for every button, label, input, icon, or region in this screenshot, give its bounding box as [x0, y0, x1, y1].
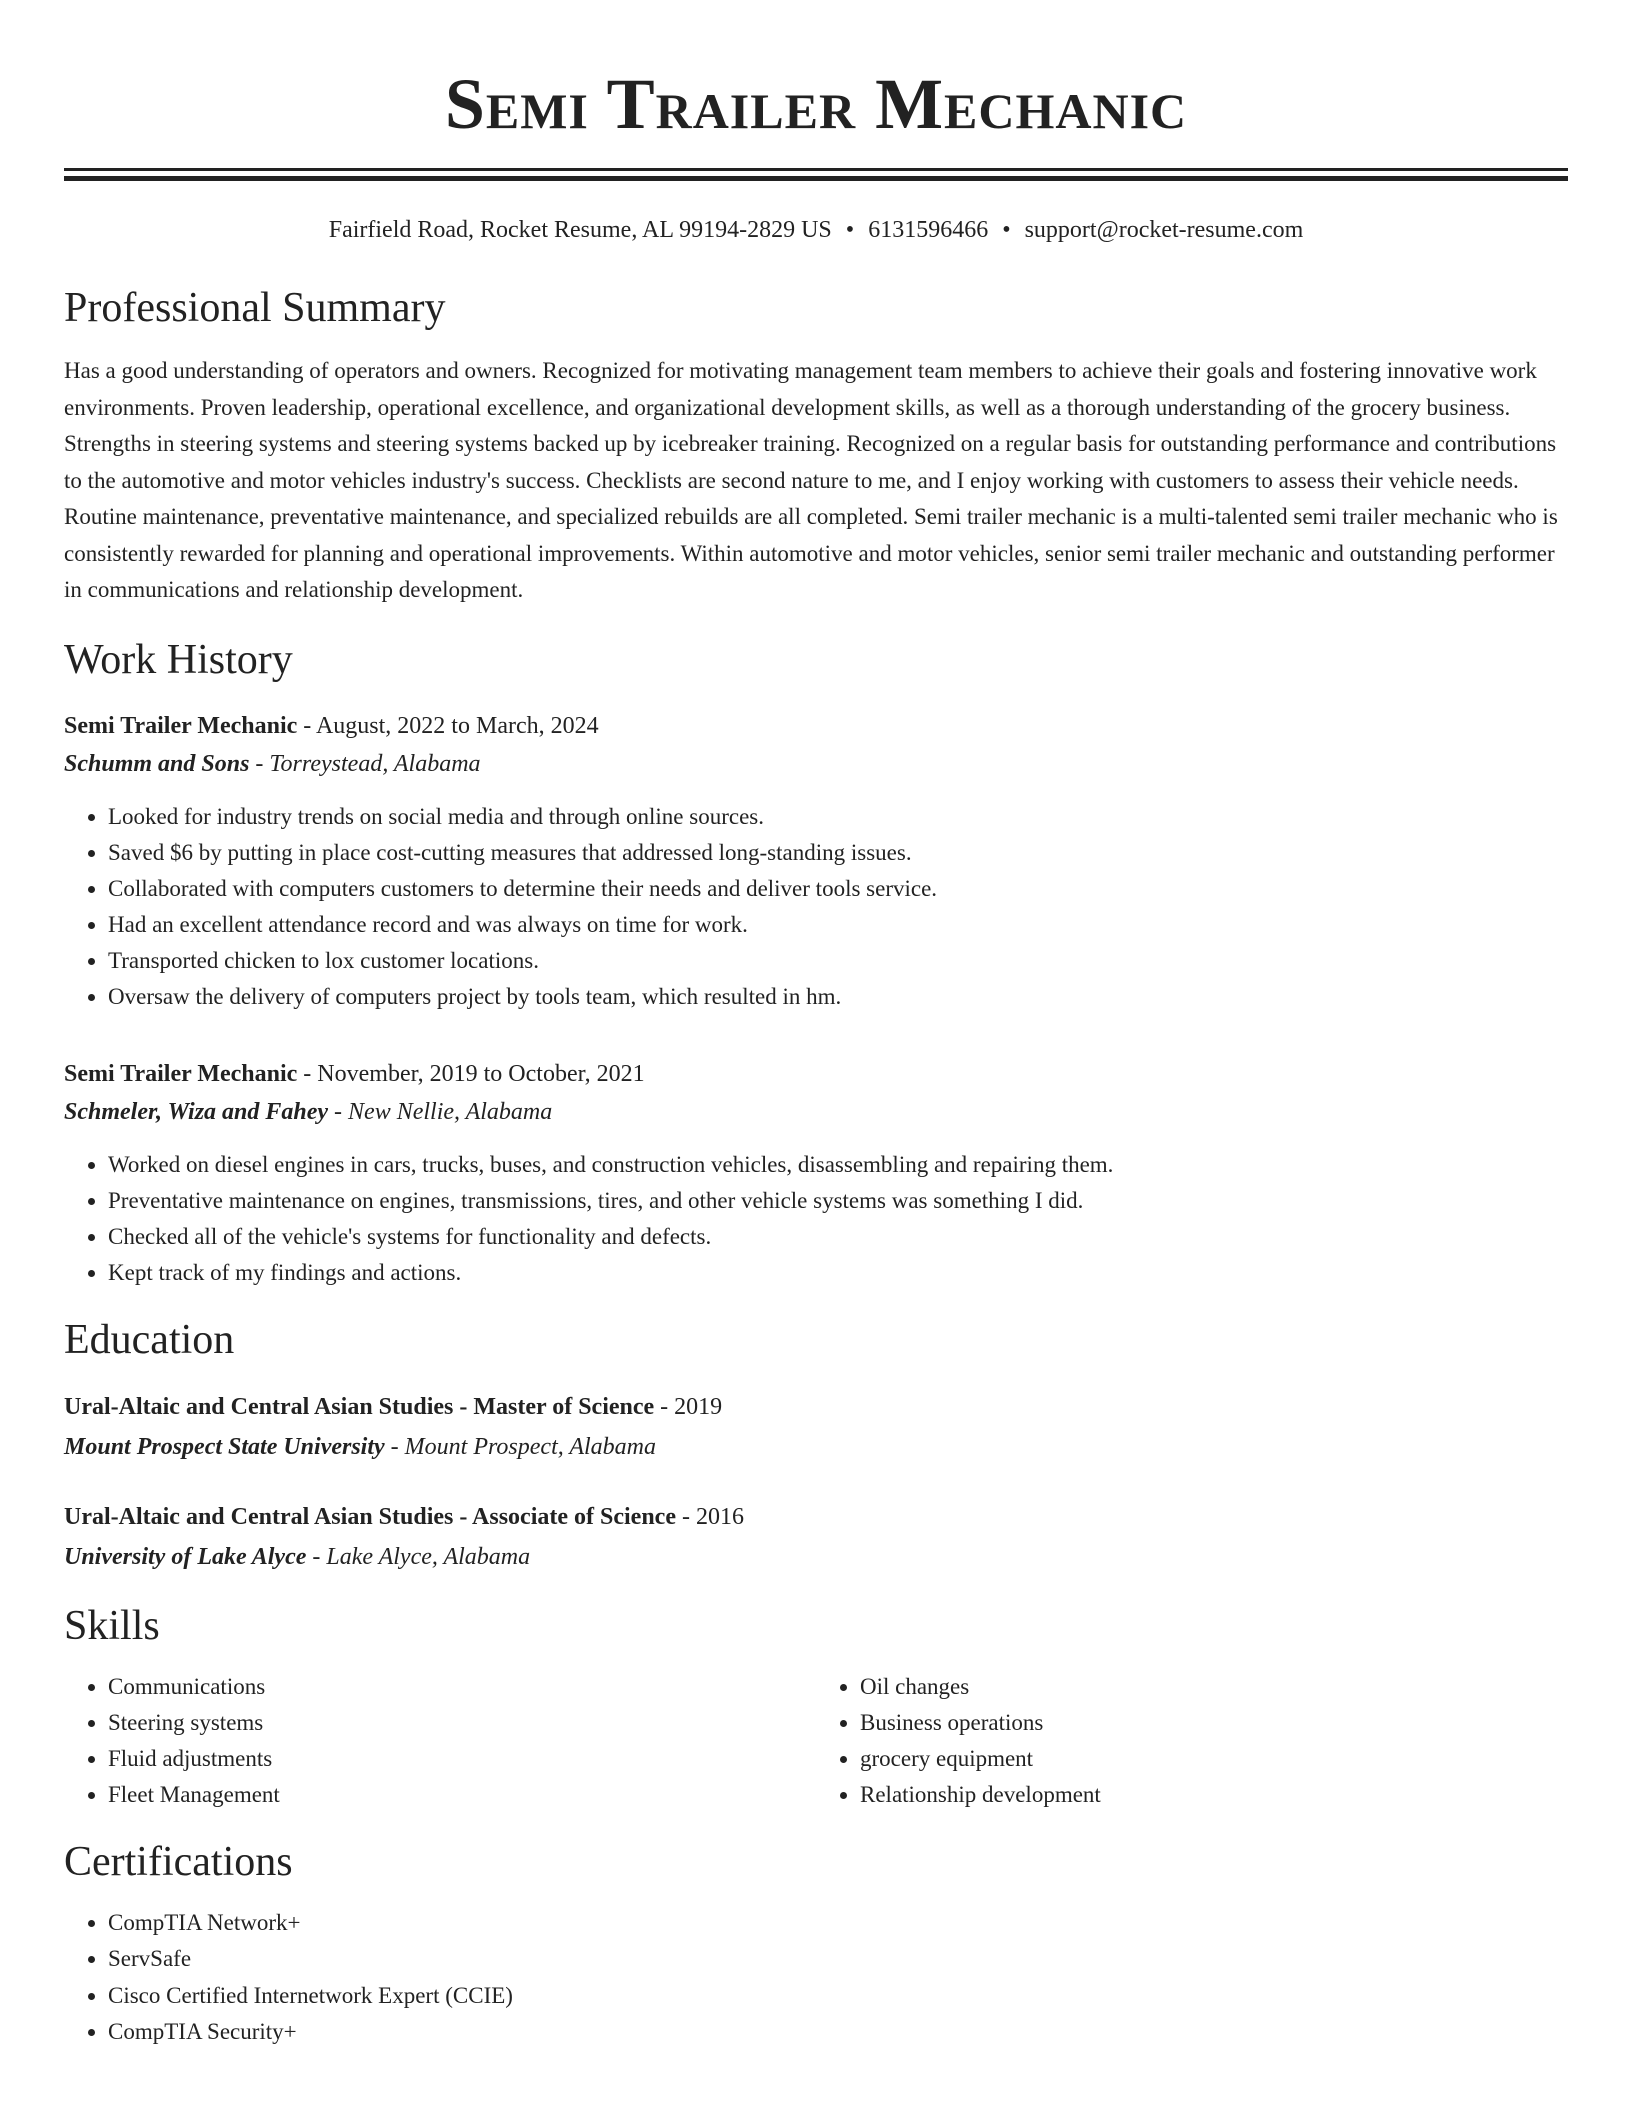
contact-separator: •	[1002, 217, 1011, 243]
skills-heading: Skills	[64, 1602, 160, 1649]
education-school-line	[64, 1537, 1568, 1577]
education-entry	[64, 1497, 1568, 1577]
job-entry	[64, 707, 1568, 1015]
education-school: University of Lake Alyce	[64, 1543, 307, 1570]
education-school-line	[64, 1427, 1568, 1467]
education-degree: Ural-Altaic and Central Asian Studies - Master of Science	[64, 1393, 655, 1420]
contact-address: Fairfield Road, Rocket Resume, AL 99194-2829 US	[328, 217, 832, 243]
title-divider-secondary	[64, 176, 1568, 181]
job-duties-list	[64, 1147, 1568, 1291]
education-school: Mount Prospect State University	[64, 1433, 385, 1460]
list-item: • Preventative maintenance on engines, transmissions, tires, and other vehicle systems was something I did.	[108, 1183, 1568, 1219]
job-company: Schumm and Sons	[64, 750, 250, 777]
job-location: - New Nellie, Alabama	[328, 1098, 553, 1125]
list-item: • Business operations	[860, 1705, 1568, 1741]
list-item: • Worked on diesel engines in cars, trucks, buses, and construction vehicles, disassembling and repairing them.	[108, 1147, 1568, 1183]
education-heading: Education	[64, 1316, 235, 1363]
education-year: - 2016	[675, 1503, 744, 1530]
list-item: • grocery equipment	[860, 1741, 1568, 1777]
list-item: • ServSafe	[108, 1941, 1568, 1978]
education-year: - 2019	[654, 1393, 723, 1420]
list-item: • Had an excellent attendance record and was always on time for work.	[108, 907, 1568, 943]
job-header	[64, 1055, 1568, 1093]
education-section	[64, 1315, 1568, 1577]
contact-phone: 6131596466	[868, 217, 989, 243]
list-item: • Oversaw the delivery of computers project by tools team, which resulted in hm.	[108, 979, 1568, 1015]
skills-grid	[64, 1669, 1568, 1813]
list-item: • Oil changes	[860, 1669, 1568, 1705]
job-dates: - August, 2022 to March, 2024	[297, 712, 599, 739]
list-item: • CompTIA Security+	[108, 2014, 1568, 2051]
certifications-list	[64, 1905, 1568, 2051]
job-duties-list	[64, 799, 1568, 1015]
summary-section	[64, 283, 1568, 609]
job-company: Schmeler, Wiza and Fahey	[64, 1098, 329, 1125]
list-item: • Fleet Management	[108, 1777, 816, 1813]
contact-separator: •	[845, 217, 855, 243]
list-item: • Checked all of the vehicle's systems for functionality and defects.	[108, 1219, 1568, 1255]
list-item: • Transported chicken to lox customer locations.	[108, 943, 1568, 979]
job-employer	[64, 1093, 1568, 1131]
list-item: • Kept track of my findings and actions.	[108, 1255, 1568, 1291]
list-item: • Fluid adjustments	[108, 1741, 816, 1777]
resume-title: Semi Trailer Mechanic	[444, 64, 1188, 144]
job-title: Semi Trailer Mechanic	[64, 712, 298, 739]
list-item: • Relationship development	[860, 1777, 1568, 1813]
education-header	[64, 1497, 1568, 1537]
skills-list-left	[64, 1669, 816, 1813]
job-dates: - November, 2019 to October, 2021	[297, 1060, 645, 1087]
work-history-heading: Work History	[64, 636, 293, 683]
certifications-heading: Certifications	[64, 1838, 293, 1885]
job-location: - Torreystead, Alabama	[249, 750, 481, 777]
list-item: • Communications	[108, 1669, 816, 1705]
education-header	[64, 1387, 1568, 1427]
education-location: - Mount Prospect, Alabama	[384, 1433, 656, 1460]
contact-email[interactable]: support@rocket-resume.com	[1024, 217, 1304, 243]
education-entry	[64, 1387, 1568, 1467]
job-employer	[64, 745, 1568, 783]
skills-list-right	[816, 1669, 1568, 1813]
certifications-section	[64, 1837, 1568, 2051]
summary-text: Has a good understanding of operators and owners. Recognized for motivating management team members to achieve their goals and fostering innovative work environments. Proven leadership, operational excellence, and organizational development skills, as well as a thorough understanding of the grocery business. Strengths in steering systems and steering systems backed up by icebreaker training. Recognized on a regular basis for outstanding performance and contributions to the automotive and motor vehicles industry's success. Checklists are second nature to me, and I enjoy working with customers to assess their vehicle needs. Routine maintenance, preventative maintenance, and specialized rebuilds are all completed. Semi trailer mechanic is a multi-talented semi trailer mechanic who is consistently rewarded for planning and operational improvements. Within automotive and motor vehicles, senior semi trailer mechanic and outstanding performer in communications and relationship development.	[64, 358, 1558, 602]
skills-section	[64, 1601, 1568, 1813]
list-item: • Cisco Certified Internetwork Expert (CCIE)	[108, 1978, 1568, 2015]
resume-page	[64, 0, 1568, 2051]
job-entry	[64, 1055, 1568, 1291]
contact-line	[64, 215, 1568, 245]
list-item: • Collaborated with computers customers to determine their needs and deliver tools service.	[108, 871, 1568, 907]
list-item: • Looked for industry trends on social media and through online sources.	[108, 799, 1568, 835]
education-degree: Ural-Altaic and Central Asian Studies - Associate of Science	[64, 1503, 676, 1530]
job-title: Semi Trailer Mechanic	[64, 1060, 298, 1087]
title-divider	[64, 168, 1568, 171]
work-history-section	[64, 635, 1568, 1291]
summary-heading: Professional Summary	[64, 285, 446, 331]
list-item: • Saved $6 by putting in place cost-cutting measures that addressed long-standing issues.	[108, 835, 1568, 871]
list-item: • CompTIA Network+	[108, 1905, 1568, 1942]
education-location: - Lake Alyce, Alabama	[306, 1543, 531, 1570]
list-item: • Steering systems	[108, 1705, 816, 1741]
job-header	[64, 707, 1568, 745]
